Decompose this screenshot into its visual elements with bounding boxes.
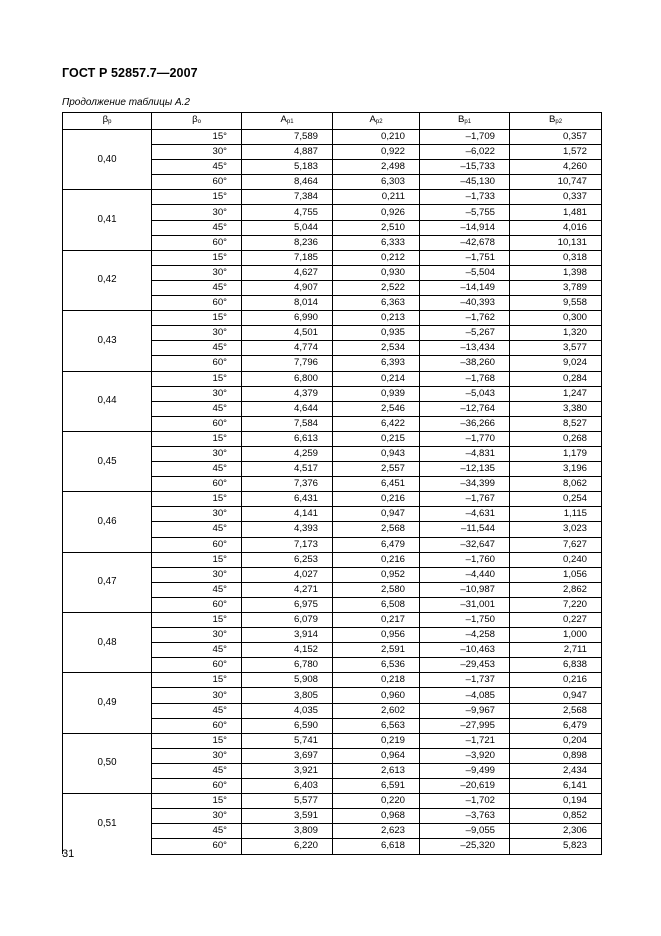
value-cell: 3,591 (242, 809, 333, 824)
value-cell: 1,179 (510, 446, 602, 461)
value-cell: –4,258 (420, 628, 510, 643)
beta-o-cell: 45° (152, 280, 242, 295)
value-cell: –45,130 (420, 175, 510, 190)
value-cell: –12,135 (420, 462, 510, 477)
value-cell: 6,141 (510, 779, 602, 794)
value-cell: 6,508 (333, 597, 420, 612)
value-cell: 2,568 (510, 703, 602, 718)
beta-o-cell: 45° (152, 582, 242, 597)
value-cell: 2,510 (333, 220, 420, 235)
value-cell: 0,952 (333, 567, 420, 582)
beta-o-cell: 15° (152, 431, 242, 446)
value-cell: –1,750 (420, 613, 510, 628)
value-cell: 5,577 (242, 794, 333, 809)
value-cell: 6,393 (333, 356, 420, 371)
value-cell: 6,590 (242, 718, 333, 733)
value-cell: –3,920 (420, 748, 510, 763)
value-cell: 6,303 (333, 175, 420, 190)
value-cell: 9,558 (510, 296, 602, 311)
value-cell: 4,016 (510, 220, 602, 235)
beta-p-cell: 0,44 (63, 371, 152, 431)
value-cell: 0,204 (510, 733, 602, 748)
beta-o-cell: 60° (152, 658, 242, 673)
value-cell: 4,379 (242, 386, 333, 401)
value-cell: 0,214 (333, 371, 420, 386)
value-cell: 2,557 (333, 462, 420, 477)
value-cell: –27,995 (420, 718, 510, 733)
value-cell: 0,268 (510, 431, 602, 446)
table-row (63, 130, 602, 145)
value-cell: 0,216 (333, 552, 420, 567)
value-cell: 4,907 (242, 280, 333, 295)
value-cell: 0,943 (333, 446, 420, 461)
value-cell: 4,887 (242, 145, 333, 160)
table-row (63, 733, 602, 748)
beta-o-cell: 30° (152, 507, 242, 522)
value-cell: 5,908 (242, 673, 333, 688)
value-cell: –12,764 (420, 401, 510, 416)
value-cell: 6,618 (333, 839, 420, 854)
value-cell: 0,318 (510, 250, 602, 265)
document-title: ГОСТ Р 52857.7—2007 (62, 66, 198, 80)
value-cell: 3,023 (510, 522, 602, 537)
value-cell: –9,055 (420, 824, 510, 839)
value-cell: 7,220 (510, 597, 602, 612)
value-cell: 6,479 (333, 537, 420, 552)
value-cell: 8,464 (242, 175, 333, 190)
value-cell: 1,056 (510, 567, 602, 582)
beta-o-cell: 45° (152, 763, 242, 778)
value-cell: 0,926 (333, 205, 420, 220)
table-row (63, 794, 602, 809)
value-cell: 7,584 (242, 416, 333, 431)
value-cell: 6,838 (510, 658, 602, 673)
beta-o-cell: 30° (152, 386, 242, 401)
value-cell: 7,185 (242, 250, 333, 265)
value-cell: 10,131 (510, 235, 602, 250)
value-cell: 6,800 (242, 371, 333, 386)
coefficient-table (62, 112, 602, 855)
value-cell: 6,363 (333, 296, 420, 311)
value-cell: 5,044 (242, 220, 333, 235)
beta-p-cell: 0,41 (63, 190, 152, 250)
value-cell: 0,337 (510, 190, 602, 205)
value-cell: –4,085 (420, 688, 510, 703)
value-cell: 0,210 (333, 130, 420, 145)
table-row (63, 190, 602, 205)
value-cell: 2,534 (333, 341, 420, 356)
value-cell: 0,960 (333, 688, 420, 703)
value-cell: 6,613 (242, 431, 333, 446)
value-cell: 4,774 (242, 341, 333, 356)
value-cell: 0,922 (333, 145, 420, 160)
value-cell: 4,260 (510, 160, 602, 175)
value-cell: 2,546 (333, 401, 420, 416)
table-row (63, 552, 602, 567)
beta-o-cell: 30° (152, 326, 242, 341)
value-cell: 2,591 (333, 643, 420, 658)
value-cell: 0,219 (333, 733, 420, 748)
beta-o-cell: 60° (152, 235, 242, 250)
value-cell: 2,711 (510, 643, 602, 658)
beta-o-cell: 60° (152, 537, 242, 552)
beta-o-cell: 30° (152, 628, 242, 643)
beta-p-cell: 0,40 (63, 130, 152, 190)
value-cell: 6,422 (333, 416, 420, 431)
value-cell: 4,027 (242, 567, 333, 582)
beta-o-cell: 45° (152, 462, 242, 477)
value-cell: 6,079 (242, 613, 333, 628)
beta-o-cell: 30° (152, 446, 242, 461)
value-cell: 1,572 (510, 145, 602, 160)
beta-o-cell: 60° (152, 416, 242, 431)
value-cell: 3,921 (242, 763, 333, 778)
value-cell: 5,741 (242, 733, 333, 748)
beta-o-cell: 15° (152, 733, 242, 748)
value-cell: –14,914 (420, 220, 510, 235)
value-cell: 6,990 (242, 311, 333, 326)
value-cell: –40,393 (420, 296, 510, 311)
value-cell: 7,173 (242, 537, 333, 552)
value-cell: 4,644 (242, 401, 333, 416)
value-cell: 3,805 (242, 688, 333, 703)
value-cell: 0,213 (333, 311, 420, 326)
value-cell: 6,253 (242, 552, 333, 567)
value-cell: –1,767 (420, 492, 510, 507)
value-cell: 1,398 (510, 265, 602, 280)
value-cell: 0,212 (333, 250, 420, 265)
value-cell: 0,947 (333, 507, 420, 522)
value-cell: –10,987 (420, 582, 510, 597)
value-cell: 8,014 (242, 296, 333, 311)
beta-p-cell: 0,42 (63, 250, 152, 310)
value-cell: 2,623 (333, 824, 420, 839)
value-cell: 6,536 (333, 658, 420, 673)
value-cell: 3,577 (510, 341, 602, 356)
value-cell: –25,320 (420, 839, 510, 854)
value-cell: 6,563 (333, 718, 420, 733)
value-cell: –1,709 (420, 130, 510, 145)
value-cell: –5,267 (420, 326, 510, 341)
value-cell: 0,964 (333, 748, 420, 763)
table-row (63, 492, 602, 507)
beta-p-cell: 0,49 (63, 673, 152, 733)
value-cell: 0,216 (510, 673, 602, 688)
beta-o-cell: 30° (152, 145, 242, 160)
value-cell: 6,975 (242, 597, 333, 612)
beta-o-cell: 30° (152, 567, 242, 582)
value-cell: 5,823 (510, 839, 602, 854)
value-cell: 6,220 (242, 839, 333, 854)
value-cell: 0,939 (333, 386, 420, 401)
value-cell: 0,220 (333, 794, 420, 809)
value-cell: –4,440 (420, 567, 510, 582)
table-row (63, 311, 602, 326)
value-cell: 6,780 (242, 658, 333, 673)
value-cell: –29,453 (420, 658, 510, 673)
table-row (63, 673, 602, 688)
beta-o-cell: 15° (152, 673, 242, 688)
value-cell: –1,721 (420, 733, 510, 748)
value-cell: 6,591 (333, 779, 420, 794)
value-cell: –31,001 (420, 597, 510, 612)
table-row (63, 431, 602, 446)
beta-o-cell: 60° (152, 356, 242, 371)
value-cell: 0,956 (333, 628, 420, 643)
value-cell: –1,751 (420, 250, 510, 265)
beta-o-cell: 15° (152, 130, 242, 145)
beta-o-cell: 60° (152, 839, 242, 854)
beta-p-cell: 0,45 (63, 431, 152, 491)
value-cell: 0,968 (333, 809, 420, 824)
value-cell: 1,000 (510, 628, 602, 643)
value-cell: 1,115 (510, 507, 602, 522)
value-cell: 4,141 (242, 507, 333, 522)
beta-o-cell: 45° (152, 824, 242, 839)
value-cell: –1,760 (420, 552, 510, 567)
beta-o-cell: 45° (152, 643, 242, 658)
value-cell: 0,240 (510, 552, 602, 567)
value-cell: –38,260 (420, 356, 510, 371)
value-cell: –5,043 (420, 386, 510, 401)
value-cell: –20,619 (420, 779, 510, 794)
beta-o-cell: 15° (152, 250, 242, 265)
value-cell: –34,399 (420, 477, 510, 492)
beta-o-cell: 15° (152, 552, 242, 567)
beta-p-cell: 0,51 (63, 794, 152, 854)
value-cell: 7,384 (242, 190, 333, 205)
beta-o-cell: 60° (152, 477, 242, 492)
value-cell: 5,183 (242, 160, 333, 175)
value-cell: 3,914 (242, 628, 333, 643)
value-cell: 4,627 (242, 265, 333, 280)
beta-o-cell: 45° (152, 341, 242, 356)
column-header: $B_{р2}$ (510, 113, 602, 130)
table-header-row (63, 113, 602, 130)
value-cell: –4,631 (420, 507, 510, 522)
value-cell: 10,747 (510, 175, 602, 190)
beta-o-cell: 15° (152, 794, 242, 809)
value-cell: 4,152 (242, 643, 333, 658)
value-cell: –36,266 (420, 416, 510, 431)
value-cell: 7,796 (242, 356, 333, 371)
value-cell: 4,393 (242, 522, 333, 537)
column-header: $A_{р2}$ (333, 113, 420, 130)
table-caption: Продолжение таблицы А.2 (62, 97, 190, 108)
value-cell: 0,211 (333, 190, 420, 205)
value-cell: 6,333 (333, 235, 420, 250)
value-cell: –1,762 (420, 311, 510, 326)
value-cell: 0,935 (333, 326, 420, 341)
beta-o-cell: 60° (152, 175, 242, 190)
table-body (63, 130, 602, 855)
value-cell: –1,737 (420, 673, 510, 688)
value-cell: 3,809 (242, 824, 333, 839)
value-cell: –5,504 (420, 265, 510, 280)
column-header: $A_{р1}$ (242, 113, 333, 130)
value-cell: 3,196 (510, 462, 602, 477)
value-cell: 2,498 (333, 160, 420, 175)
value-cell: –42,678 (420, 235, 510, 250)
beta-o-cell: 45° (152, 703, 242, 718)
beta-o-cell: 60° (152, 597, 242, 612)
value-cell: 0,898 (510, 748, 602, 763)
value-cell: 8,236 (242, 235, 333, 250)
beta-o-cell: 45° (152, 401, 242, 416)
value-cell: –4,831 (420, 446, 510, 461)
value-cell: 3,789 (510, 280, 602, 295)
beta-p-cell: 0,46 (63, 492, 152, 552)
beta-o-cell: 45° (152, 160, 242, 175)
beta-o-cell: 15° (152, 613, 242, 628)
value-cell: 6,431 (242, 492, 333, 507)
value-cell: 2,434 (510, 763, 602, 778)
value-cell: 4,517 (242, 462, 333, 477)
value-cell: 0,218 (333, 673, 420, 688)
value-cell: 9,024 (510, 356, 602, 371)
value-cell: 7,376 (242, 477, 333, 492)
value-cell: –14,149 (420, 280, 510, 295)
beta-o-cell: 15° (152, 311, 242, 326)
value-cell: 2,602 (333, 703, 420, 718)
value-cell: –13,434 (420, 341, 510, 356)
column-header: $\beta_о$ (152, 113, 242, 130)
value-cell: 0,194 (510, 794, 602, 809)
value-cell: –1,733 (420, 190, 510, 205)
value-cell: 8,062 (510, 477, 602, 492)
value-cell: 0,216 (333, 492, 420, 507)
value-cell: –1,770 (420, 431, 510, 446)
value-cell: 0,284 (510, 371, 602, 386)
value-cell: 7,589 (242, 130, 333, 145)
value-cell: 0,930 (333, 265, 420, 280)
table-row (63, 613, 602, 628)
value-cell: 0,227 (510, 613, 602, 628)
value-cell: 4,035 (242, 703, 333, 718)
beta-o-cell: 30° (152, 809, 242, 824)
beta-o-cell: 30° (152, 748, 242, 763)
table-row (63, 250, 602, 265)
beta-p-cell: 0,48 (63, 613, 152, 673)
beta-o-cell: 15° (152, 190, 242, 205)
value-cell: –11,544 (420, 522, 510, 537)
value-cell: 4,259 (242, 446, 333, 461)
beta-o-cell: 30° (152, 265, 242, 280)
value-cell: 0,217 (333, 613, 420, 628)
page-number: 31 (62, 848, 75, 860)
beta-o-cell: 45° (152, 522, 242, 537)
column-header: $\beta_р$ (63, 113, 152, 130)
beta-p-cell: 0,47 (63, 552, 152, 612)
value-cell: 7,627 (510, 537, 602, 552)
beta-o-cell: 30° (152, 688, 242, 703)
value-cell: 6,479 (510, 718, 602, 733)
value-cell: 1,247 (510, 386, 602, 401)
value-cell: –15,733 (420, 160, 510, 175)
value-cell: 4,271 (242, 582, 333, 597)
beta-o-cell: 15° (152, 492, 242, 507)
value-cell: 4,501 (242, 326, 333, 341)
value-cell: 6,451 (333, 477, 420, 492)
value-cell: –9,967 (420, 703, 510, 718)
column-header: $B_{р1}$ (420, 113, 510, 130)
value-cell: 4,755 (242, 205, 333, 220)
table-row (63, 371, 602, 386)
value-cell: 0,300 (510, 311, 602, 326)
value-cell: 3,380 (510, 401, 602, 416)
beta-p-cell: 0,43 (63, 311, 152, 371)
value-cell: 0,357 (510, 130, 602, 145)
value-cell: –10,463 (420, 643, 510, 658)
value-cell: –9,499 (420, 763, 510, 778)
value-cell: –1,768 (420, 371, 510, 386)
beta-p-cell: 0,50 (63, 733, 152, 793)
value-cell: 2,580 (333, 582, 420, 597)
value-cell: 0,215 (333, 431, 420, 446)
value-cell: 2,613 (333, 763, 420, 778)
value-cell: 2,306 (510, 824, 602, 839)
value-cell: –32,647 (420, 537, 510, 552)
value-cell: –3,763 (420, 809, 510, 824)
value-cell: 1,320 (510, 326, 602, 341)
beta-o-cell: 60° (152, 296, 242, 311)
beta-o-cell: 15° (152, 371, 242, 386)
value-cell: 0,947 (510, 688, 602, 703)
beta-o-cell: 60° (152, 779, 242, 794)
value-cell: 8,527 (510, 416, 602, 431)
value-cell: 2,568 (333, 522, 420, 537)
value-cell: –6,022 (420, 145, 510, 160)
value-cell: 2,522 (333, 280, 420, 295)
value-cell: 0,852 (510, 809, 602, 824)
value-cell: –5,755 (420, 205, 510, 220)
beta-o-cell: 30° (152, 205, 242, 220)
value-cell: 6,403 (242, 779, 333, 794)
value-cell: 0,254 (510, 492, 602, 507)
value-cell: –1,702 (420, 794, 510, 809)
value-cell: 1,481 (510, 205, 602, 220)
beta-o-cell: 45° (152, 220, 242, 235)
value-cell: 3,697 (242, 748, 333, 763)
beta-o-cell: 60° (152, 718, 242, 733)
value-cell: 2,862 (510, 582, 602, 597)
